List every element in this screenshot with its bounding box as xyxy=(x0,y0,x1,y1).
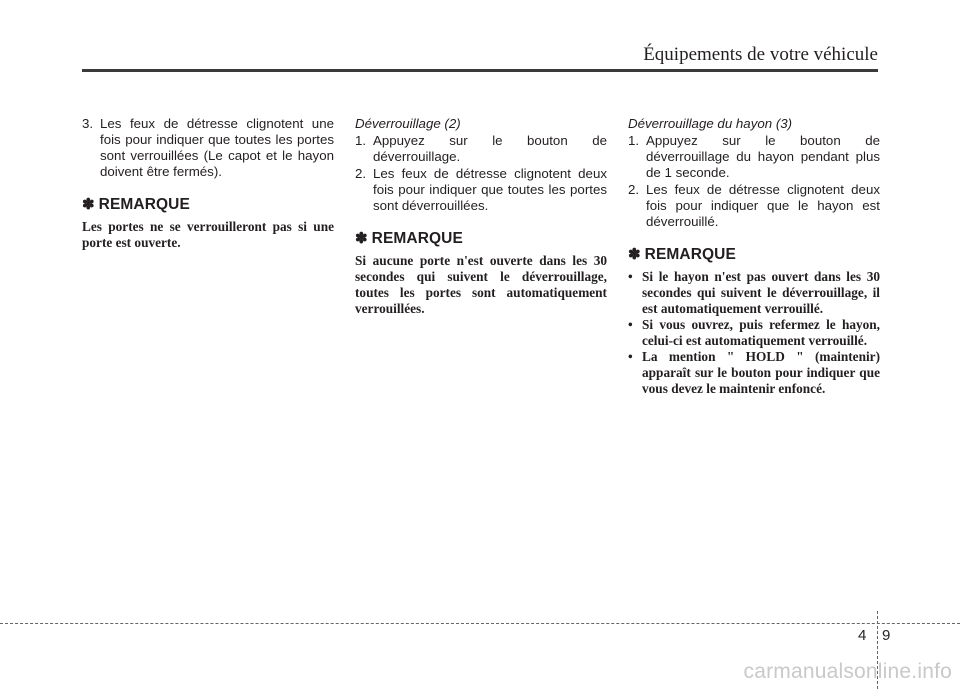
section-subtitle: Déverrouillage du hayon (3) xyxy=(628,116,793,131)
note-heading xyxy=(82,197,334,213)
list-item xyxy=(355,166,607,214)
note-heading xyxy=(355,231,607,247)
column-3 xyxy=(628,116,880,397)
list-item-number: 1. xyxy=(355,133,367,148)
note-bullet xyxy=(628,317,880,349)
note-heading xyxy=(628,247,880,263)
note-mark-icon: ✽ xyxy=(355,230,368,247)
note-heading-label: REMARQUE xyxy=(371,230,463,247)
header-rule xyxy=(82,69,878,72)
list-item-text: Les feux de détresse clignotent deux fois pour indiquer que toutes les portes sont déverrouillées. xyxy=(373,166,607,213)
list-item xyxy=(355,133,607,165)
bullet-icon: • xyxy=(628,269,633,284)
note-text: Les portes ne se verrouilleront pas si une porte est ouverte. xyxy=(82,219,334,250)
list-item-number: 1. xyxy=(628,133,640,148)
section-subtitle: Déverrouillage (2) xyxy=(355,116,461,131)
note-mark-icon: ✽ xyxy=(628,246,641,263)
bullet-icon: • xyxy=(628,349,633,364)
list-item-number: 2. xyxy=(355,166,367,181)
list-item-text: Appuyez sur le bouton de déverrouillage du hayon pendant plus de 1 seconde. xyxy=(646,133,880,180)
page-header-title: Équipements de votre véhicule xyxy=(643,44,878,65)
list-item xyxy=(628,182,880,230)
list-item-number: 2. xyxy=(628,182,640,197)
chapter-number: 4 xyxy=(858,627,867,644)
note-bullet xyxy=(628,349,880,397)
note-heading-label: REMARQUE xyxy=(98,196,190,213)
note-bullet-text: Si vous ouvrez, puis refermez le hayon, celui-ci est automatiquement verrouillé. xyxy=(642,317,880,348)
list-item xyxy=(82,116,334,180)
column-1 xyxy=(82,116,334,251)
note-bullet xyxy=(628,269,880,317)
list-item-number: 3. xyxy=(82,116,94,131)
note-mark-icon: ✽ xyxy=(82,196,95,213)
bullet-icon: • xyxy=(628,317,633,332)
page-number: 9 xyxy=(882,627,891,644)
list-item-text: Les feux de détresse clignotent deux fois pour indiquer que le hayon est déverrouillé. xyxy=(646,182,880,229)
column-2 xyxy=(355,116,607,317)
footer-dashed-rule xyxy=(0,623,960,624)
list-item xyxy=(628,133,880,181)
note-heading-label: REMARQUE xyxy=(644,246,736,263)
list-item-text: Les feux de détresse clignotent une fois pour indiquer que toutes les portes sont verrouillées (Le capot et le hayon doivent être fermés). xyxy=(100,116,334,179)
note-bullet-text: La mention " HOLD " (maintenir) apparaît sur le bouton pour indiquer que vous devez le maintenir enfoncé. xyxy=(642,349,880,396)
list-item-text: Appuyez sur le bouton de déverrouillage. xyxy=(373,133,607,164)
note-text: Si aucune porte n'est ouverte dans les 30 secondes qui suivent le déverrouillage, toutes les portes sont automatiquement verrouillées. xyxy=(355,253,607,316)
watermark: carmanualsonline.info xyxy=(743,660,952,683)
note-bullet-text: Si le hayon n'est pas ouvert dans les 30 secondes qui suivent le déverrouillage, il est automatiquement verrouillé. xyxy=(642,269,880,316)
